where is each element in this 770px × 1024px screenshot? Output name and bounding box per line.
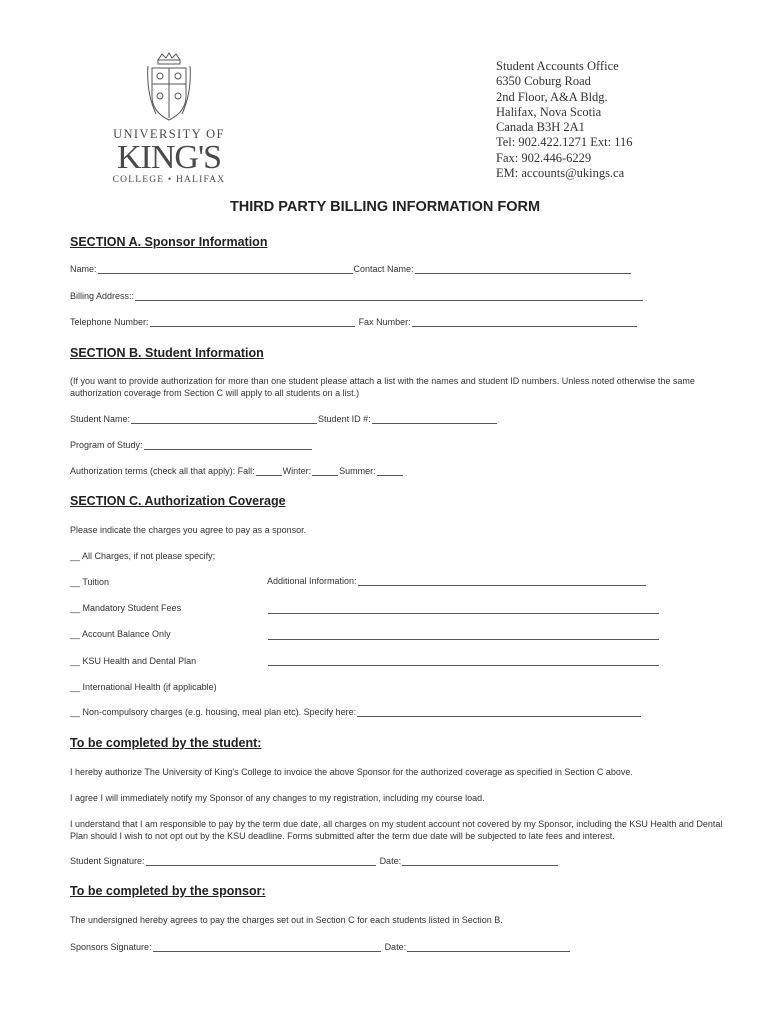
fall-checkbox[interactable] [256,466,282,476]
address-line: Student Accounts Office [496,59,619,73]
student-signature-row [70,856,559,866]
mandatory-fees-option[interactable]: __ Mandatory Student Fees [70,603,182,613]
account-balance-line[interactable] [268,630,659,640]
account-balance-option[interactable]: __ Account Balance Only [70,629,171,639]
winter-checkbox[interactable] [312,466,338,476]
address-line: Canada B3H 2A1 [496,120,585,135]
additional-info-label: Additional Information: [267,576,357,586]
university-logo [108,52,230,185]
mandatory-fees-line[interactable] [268,604,659,614]
logo-line-university: UNIVERSITY OF [113,127,225,141]
address-line: 6350 Coburg Road [496,74,591,89]
student-responsibility-text: I understand that I am responsible to pay by the term due date, all charges on my student account not covered by my Sponsor, including the KSU Health and Dental Plan should I wish to not opt out by the KSU deadline. Forms submitted after the term due date will be subjected to late fees and interest. [70,819,723,841]
program-field[interactable] [144,440,312,450]
sponsor-date-label: Date: [384,942,407,952]
address-line: EM: accounts@ukings.ca [496,166,625,181]
student-date-label: Date: [379,856,402,866]
additional-info-field[interactable] [358,576,646,586]
office-address [496,59,633,181]
student-date-field[interactable] [402,856,558,866]
student-signature-label: Student Signature: [70,856,145,866]
logo-line-college: COLLEGE • HALIFAX [112,175,226,185]
telephone-label: Telephone Number: [70,317,149,327]
sponsor-name-field[interactable] [98,264,353,274]
sponsor-date-field[interactable] [407,942,570,952]
telephone-field[interactable] [150,317,355,327]
address-line: Halifax, Nova Scotia [496,104,602,119]
fax-field[interactable] [412,317,637,327]
summer-checkbox[interactable] [377,466,403,476]
form-title: THIRD PARTY BILLING INFORMATION FORM [229,199,541,215]
address-line: Fax: 902.446-6229 [496,150,592,165]
logo-line-kings: KING'S [116,139,222,176]
health-dental-option[interactable]: __ KSU Health and Dental Plan [70,656,197,666]
authorization-terms-row [70,466,404,476]
sponsor-name-label: Name: [70,264,97,274]
student-authorize-text: I hereby authorize The University of King's College to invoice the above Sponsor for the authorized coverage as specified in Section C above. [70,767,633,777]
program-row [70,440,313,450]
health-dental-line[interactable] [268,656,659,666]
program-label: Program of Study: [70,440,143,450]
sponsor-agreement-text: The undersigned hereby agrees to pay the charges set out in Section C for each students listed in Section B. [70,915,503,925]
contact-name-label: Contact Name: [353,264,414,274]
additional-info-row [267,576,647,586]
billing-address-label: Billing Address:: [70,291,135,301]
student-id-field[interactable] [372,414,497,424]
non-compulsory-option[interactable]: __ Non-compulsory charges (e.g. housing, meal plan etc). Specify here: [70,707,357,717]
international-health-option[interactable]: __ International Health (if applicable) [70,682,217,692]
student-part-heading: To be completed by the student: [70,736,262,750]
student-name-label: Student Name: [70,414,131,424]
all-charges-option[interactable]: __ All Charges, if not please specify; [70,551,216,561]
terms-summer-label: Summer: [339,466,376,476]
fax-label: Fax Number: [358,317,411,327]
student-name-row [70,414,498,424]
billing-address-row [70,291,644,301]
sponsor-part-heading: To be completed by the sponsor: [70,884,266,898]
telephone-row [70,317,638,327]
sponsor-signature-label: Sponsors Signature: [70,942,152,952]
address-line: 2nd Floor, A&A Bldg. [496,89,608,104]
section-c-heading: SECTION C. Authorization Coverage [70,494,286,508]
terms-winter-label: Winter: [282,466,312,476]
section-b-note: (If you want to provide authorization for more than one student please attach a list with the names and student ID numbers. Unless noted otherwise the same authorization coverage from Section C will apply to all students on a list.) [70,376,695,398]
student-name-field[interactable] [131,414,317,424]
contact-name-field[interactable] [415,264,631,274]
non-compulsory-field[interactable] [357,707,641,717]
student-signature-field[interactable] [146,856,376,866]
billing-address-field[interactable] [135,291,643,301]
crest-icon [146,52,192,124]
tuition-option[interactable]: __ Tuition [70,577,110,587]
sponsor-name-row [70,264,632,274]
terms-fall-label: Authorization terms (check all that apply): Fall: [70,466,255,476]
sponsor-signature-field[interactable] [153,942,381,952]
address-line: Tel: 902.422.1271 Ext: 116 [496,135,633,150]
section-a-heading: SECTION A. Sponsor Information [70,235,268,249]
section-b-heading: SECTION B. Student Information [70,346,264,360]
non-compulsory-row [70,707,642,717]
student-notify-text: I agree I will immediately notify my Sponsor of any changes to my registration, including my course load. [70,793,485,803]
student-id-label: Student ID #: [318,414,371,424]
section-c-intro: Please indicate the charges you agree to pay as a sponsor. [70,525,307,535]
sponsor-signature-row [70,942,571,952]
